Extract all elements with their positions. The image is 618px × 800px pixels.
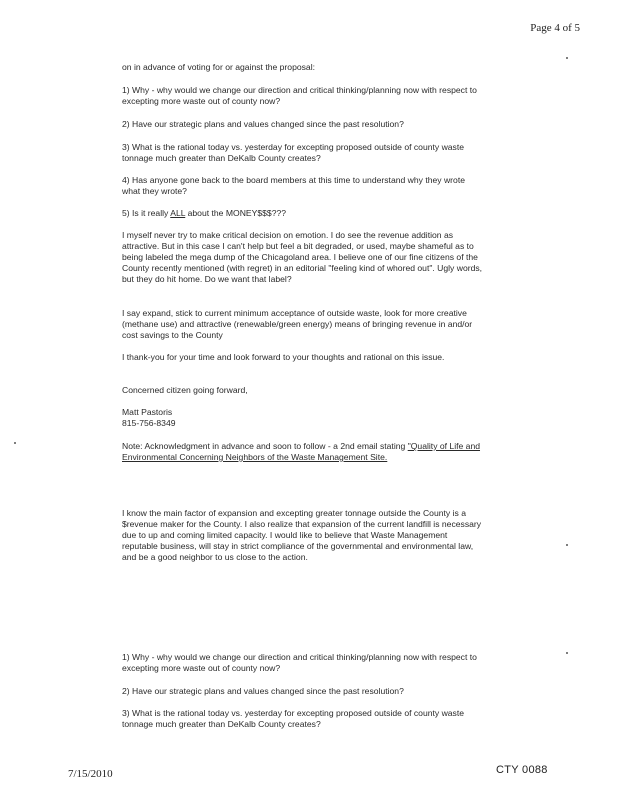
expand-paragraph: [122, 308, 484, 341]
question-1-text: 1) Why - why would we change our direction and critical thinking/planning now with respect to excepting more waste out of county now?: [122, 85, 477, 106]
question-2-repeat-text: 2) Have our strategic plans and values changed since the past resolution?: [122, 686, 404, 696]
main-factor-paragraph: [122, 508, 484, 563]
question-2-text: 2) Have our strategic plans and values changed since the past resolution?: [122, 119, 404, 129]
intro-line: on in advance of voting for or against the proposal:: [122, 62, 316, 72]
question-2-repeat: [122, 686, 484, 697]
sender-phone: 815-756-8349: [122, 418, 176, 428]
scan-speck: [566, 57, 568, 59]
page-number: Page 4 of 5: [530, 22, 580, 34]
emotion-text: I myself never try to make critical decision on emotion. I do see the revenue addition as attractive. But in this case I can't help but feel a bit degraded, or used, maybe shameful as to being labeled the mega dump of the Chicagoland area. I believe one of our fine citizens of the County recently mentioned (with regret) in an editorial "feeling kind of whored out". Ugly words, but they do hit home. Do we want that label?: [122, 230, 483, 284]
bates-number: CTY 0088: [496, 764, 548, 776]
thanks-paragraph: [122, 352, 484, 363]
question-3-text: 3) What is the rational today vs. yesterday for excepting proposed outside of county waste tonnage much greater than DeKalb County creates?: [122, 142, 465, 163]
question-5: [122, 208, 484, 219]
question-1-repeat-text: 1) Why - why would we change our direction and critical thinking/planning now with respect to excepting more waste out of county now?: [122, 652, 477, 673]
note-paragraph: [122, 441, 484, 463]
question-2: [122, 119, 484, 130]
question-3: [122, 142, 484, 164]
signature-block: [122, 407, 484, 429]
closing-text: Concerned citizen going forward,: [122, 385, 248, 395]
email-body: [122, 62, 484, 73]
expand-text: I say expand, stick to current minimum acceptance of outside waste, look for more creative (methane use) and attractive (renewable/green energy) means of bringing revenue in and/or cost savings to the County: [122, 308, 473, 340]
question-1: [122, 85, 484, 107]
closing-line: [122, 385, 484, 396]
scan-speck: [14, 442, 16, 444]
note-text: Note: Acknowledgment in advance and soon to follow - a 2nd email stating "Quality of Life and Environmental Concerning Neighbors of the Waste Management Site.: [122, 441, 481, 462]
question-5-text: 5) Is it really ALL about the MONEY$$$???: [122, 208, 287, 218]
main-factor-text: I know the main factor of expansion and excepting greater tonnage outside the County is a $revenue maker for the County. I also realize that expansion of the current landfill is necessary due to up and coming limited capacity. I would like to believe that Waste Management reputable business, will stay in strict compliance of the governmental and environmental law, and be a good neighbor to us close to the action.: [122, 508, 482, 562]
all-underlined: ALL: [170, 208, 186, 218]
sender-name: Matt Pastoris: [122, 407, 173, 417]
scan-speck: [566, 544, 568, 546]
scan-speck: [566, 652, 568, 654]
note-subject-link[interactable]: "Quality of Life and Environmental Concerning Neighbors of the Waste Management Site.: [122, 441, 481, 462]
emotion-paragraph: [122, 230, 484, 285]
question-3-repeat-text: 3) What is the rational today vs. yesterday for excepting proposed outside of county waste tonnage much greater than DeKalb County creates?: [122, 708, 465, 729]
question-3-repeat: [122, 708, 484, 730]
question-1-repeat: [122, 652, 484, 674]
question-4-text: 4) Has anyone gone back to the board members at this time to understand why they wrote what they wrote?: [122, 175, 465, 196]
footer-date: 7/15/2010: [68, 768, 113, 780]
question-4: [122, 175, 484, 197]
thanks-text: I thank-you for your time and look forward to your thoughts and rational on this issue.: [122, 352, 445, 362]
